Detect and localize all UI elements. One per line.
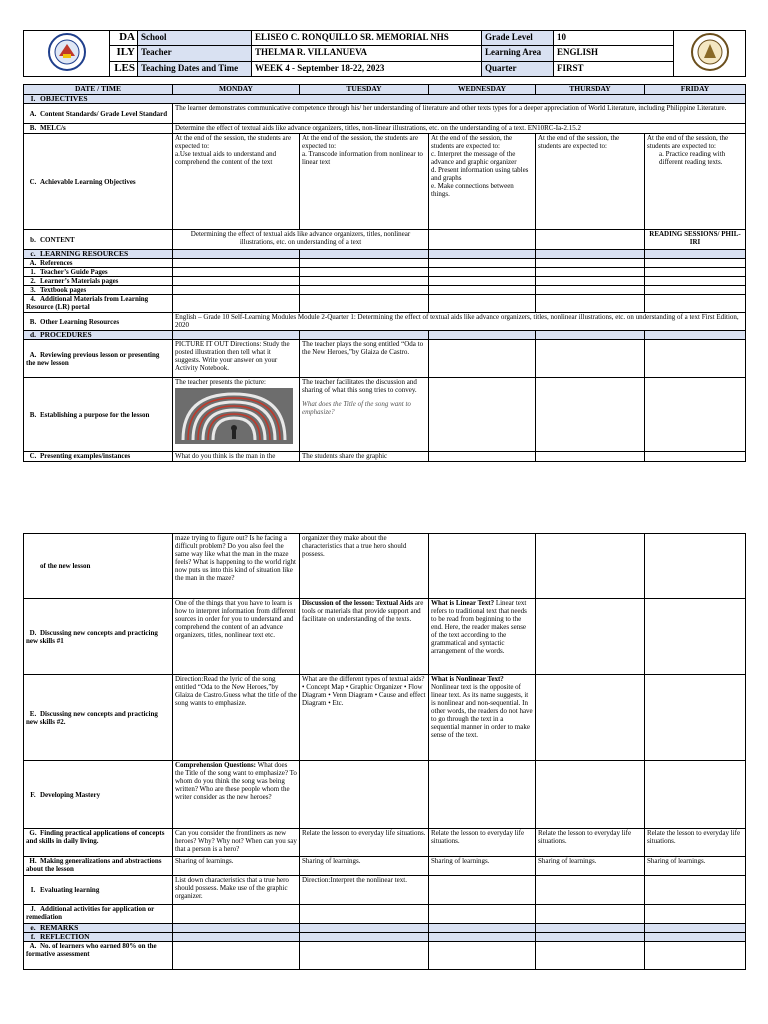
maze-picture [175, 388, 293, 444]
content-text: Determining the effect of textual aids like advance organizers, titles, nonlinear illustrations, etc. on understanding of a text [173, 230, 429, 250]
reviewing-mon: PICTURE IT OUT Directions: Study the posted illustration then tell what it suggests. Write your answer on your Activity Notebook. [173, 340, 300, 378]
objectives-wed: At the end of the session, the students are expected to: c. Interpret the message of the advance and graphic organizer d. Present information using tables and graphs e. Make connections between things. [429, 134, 536, 230]
quarter-value: FIRST [554, 61, 674, 76]
discussing-1-mon: One of the things that you have to learn is how to interpret information from different sources in order for you to understand and comprehend the content of an advance organizers, titles, nonlinear text etc. [173, 599, 300, 675]
presenting-mon-part2: maze trying to figure out? Is he facing a difficult problem? Do you also feel the same way like what the man in the maze feels? What is happening to the world right now puts us into this kind of situation like the man in the maze? [173, 534, 300, 599]
resources-heading: c. LEARNING RESOURCES [24, 250, 173, 259]
mastery-label: F. Developing Mastery [24, 761, 173, 829]
teacher-label: Teacher [138, 46, 252, 61]
generalizations-label: H. Making generalizations and abstractions about the lesson [24, 857, 173, 876]
remarks-heading: e. REMARKS [24, 924, 173, 933]
area-value: ENGLISH [554, 46, 674, 61]
lr-portal-label: 4. Additional Materials from Learning Resource (LR) portal [24, 295, 173, 313]
discussing-2-wed: What is Nonlinear Text? Nonlinear text is the opposite of linear text. As its name suggests, it is nonlinear and non-sequential. In other words, the readers do not have to go through the text in a sequential manner in order to make sense of the text. [429, 675, 536, 761]
other-resources-text: English – Grade 10 Self-Learning Modules Module 2-Quarter 1: Determining the effect of textual aids like advance organizers, titles, nonlinear illustrations, etc. on understanding of a text First Edition, 2020 [173, 313, 746, 331]
col-tuesday: TUESDAY [300, 85, 429, 95]
reviewing-tue: The teacher plays the song entitled “Oda to the New Heroes,”by Glaiza de Castro. [300, 340, 429, 378]
school-label: School [138, 31, 252, 46]
generalizations-fri: Sharing of learnings. [645, 857, 746, 876]
grade-value: 10 [554, 31, 674, 46]
area-label: Learning Area [482, 46, 554, 61]
procedures-heading: d. PROCEDURES [24, 331, 173, 340]
dll-letters-1: DA [110, 31, 138, 46]
reflection-heading: f. REFLECTION [24, 933, 173, 942]
discussing-1-label: D. Discussing new concepts and practicing new skills #1 [24, 599, 173, 675]
lesson-table-page1 [23, 84, 746, 462]
school-seal-icon [690, 32, 730, 72]
grade-label: Grade Level [482, 31, 554, 46]
objectives-fri: At the end of the session, the students are expected to: a. Practice reading with different reading texts. [645, 134, 746, 230]
teacher-value: THELMA R. VILLANUEVA [252, 46, 482, 61]
other-resources-label: B. Other Learning Resources [24, 313, 173, 331]
dll-letters-2: ILY [110, 46, 138, 61]
purpose-tue: The teacher facilitates the discussion and sharing of what this song tries to convey. What does the Title of the song want to emphasize? [300, 378, 429, 452]
header-table [23, 30, 746, 77]
objectives-heading: I. OBJECTIVES [24, 95, 746, 104]
objectives-tue: At the end of the session, the students are expected to: a. Transcode information from nonlinear to linear text [300, 134, 429, 230]
presenting-tue-part1: The students share the graphic [300, 452, 429, 462]
applications-thu: Relate the lesson to everyday life situations. [536, 829, 645, 857]
applications-fri: Relate the lesson to everyday life situations. [645, 829, 746, 857]
melc-label: B. MELC/s [24, 124, 173, 134]
mastery-mon: Comprehension Questions: What does the Title of the song want to emphasize? To whom do you think the song was being written? Who are these people whom the writer consider as the new heroes? [173, 761, 300, 829]
generalizations-thu: Sharing of learnings. [536, 857, 645, 876]
discussing-2-tue: What are the different types of textual aids? • Concept Map • Graphic Organizer • Flow Diagram • Venn Diagram • Cause and effect Diagram • Etc. [300, 675, 429, 761]
content-fri: READING SESSIONS/ PHIL-IRI [645, 230, 746, 250]
content-label: b. CONTENT [24, 230, 173, 250]
lesson-table-page2 [23, 533, 746, 970]
col-friday: FRIDAY [645, 85, 746, 95]
school-value: ELISEO C. RONQUILLO SR. MEMORIAL NHS [252, 31, 482, 46]
discussing-2-mon: Direction:Read the lyric of the song entitled “Oda to the New Heroes,”by Glaiza de Castro.Guess what the title of the song wants to emphasize. [173, 675, 300, 761]
quarter-label: Quarter [482, 61, 554, 76]
col-wednesday: WEDNESDAY [429, 85, 536, 95]
evaluating-label: I. Evaluating learning [24, 876, 173, 905]
presenting-mon-part1: What do you think is the man in the [173, 452, 300, 462]
discussing-2-label: E. Discussing new concepts and practicing new skills #2. [24, 675, 173, 761]
evaluating-mon: List down characteristics that a true hero should possess. Make use of the graphic organizer. [173, 876, 300, 905]
applications-tue: Relate the lesson to everyday life situations. [300, 829, 429, 857]
page-1 [0, 30, 768, 462]
melc-text: Determine the effect of textual aids like advance organizers, titles, non-linear illustrations, etc. on the understanding of a text. EN10RC-Ia-2.15.2 [173, 124, 746, 134]
content-thu [536, 230, 645, 250]
col-monday: MONDAY [173, 85, 300, 95]
applications-mon: Can you consider the frontliners as new heroes? Why? Why not? When can you say that a person is a hero? [173, 829, 300, 857]
discussing-1-wed: What is Linear Text? Linear text refers to traditional text that needs to be read from beginning to the end. Here, the reader makes sense of the text according to the grammatical and syntactic arrangement of the words. [429, 599, 536, 675]
learners-80-label: A. No. of learners who earned 80% on the formative assessment [24, 942, 173, 970]
objectives-label: C. Achievable Learning Objectives [24, 134, 173, 230]
generalizations-tue: Sharing of learnings. [300, 857, 429, 876]
presenting-tue-part2: organizer they make about the characteristics that a true hero should possess. [300, 534, 429, 599]
reviewing-label: A. Reviewing previous lesson or presenting the new lesson [24, 340, 173, 378]
presenting-examples-label: C. Presenting examples/instances [24, 452, 173, 462]
col-date-time: DATE / TIME [24, 85, 173, 95]
content-wed [429, 230, 536, 250]
references-label: A. References [24, 259, 173, 268]
dates-label: Teaching Dates and Time [138, 61, 252, 76]
evaluating-tue: Direction:Interpret the nonlinear text. [300, 876, 429, 905]
learners-materials-label: 2. Learner’s Materials pages [24, 277, 173, 286]
col-thursday: THURSDAY [536, 85, 645, 95]
dates-value: WEEK 4 - September 18-22, 2023 [252, 61, 482, 76]
dll-letters-3: LES [110, 61, 138, 76]
content-standards-label: A. Content Standards/ Grade Level Standard [24, 104, 173, 124]
objectives-mon: At the end of the session, the students are expected to: a.Use textual aids to understand and comprehend the content of the text [173, 134, 300, 230]
generalizations-mon: Sharing of learnings. [173, 857, 300, 876]
teachers-guide-label: 1. Teacher’s Guide Pages [24, 268, 173, 277]
additional-activities-label: J. Additional activities for application or remediation [24, 905, 173, 924]
applications-wed: Relate the lesson to everyday life situations. [429, 829, 536, 857]
discussing-1-tue: Discussion of the lesson: Textual Aids are tools or materials that provide support and facilitate on understanding of the texts. [300, 599, 429, 675]
deped-seal-icon [44, 32, 90, 72]
purpose-label: B. Establishing a purpose for the lesson [24, 378, 173, 452]
page-2 [0, 533, 768, 970]
objectives-thu: At the end of the session, the students are expected to: [536, 134, 645, 230]
content-standards-text: The learner demonstrates communicative competence through his/ her understanding of literature and other texts types for a deeper appreciation of World Literature, including Philippine Literature. [173, 104, 746, 124]
presenting-label-cont: of the new lesson [24, 534, 173, 599]
deped-logo [24, 31, 110, 77]
applications-label: G. Finding practical applications of concepts and skills in daily living. [24, 829, 173, 857]
textbook-label: 3. Textbook pages [24, 286, 173, 295]
school-logo [674, 31, 746, 77]
generalizations-wed: Sharing of learnings. [429, 857, 536, 876]
purpose-mon: The teacher presents the picture: [173, 378, 300, 452]
